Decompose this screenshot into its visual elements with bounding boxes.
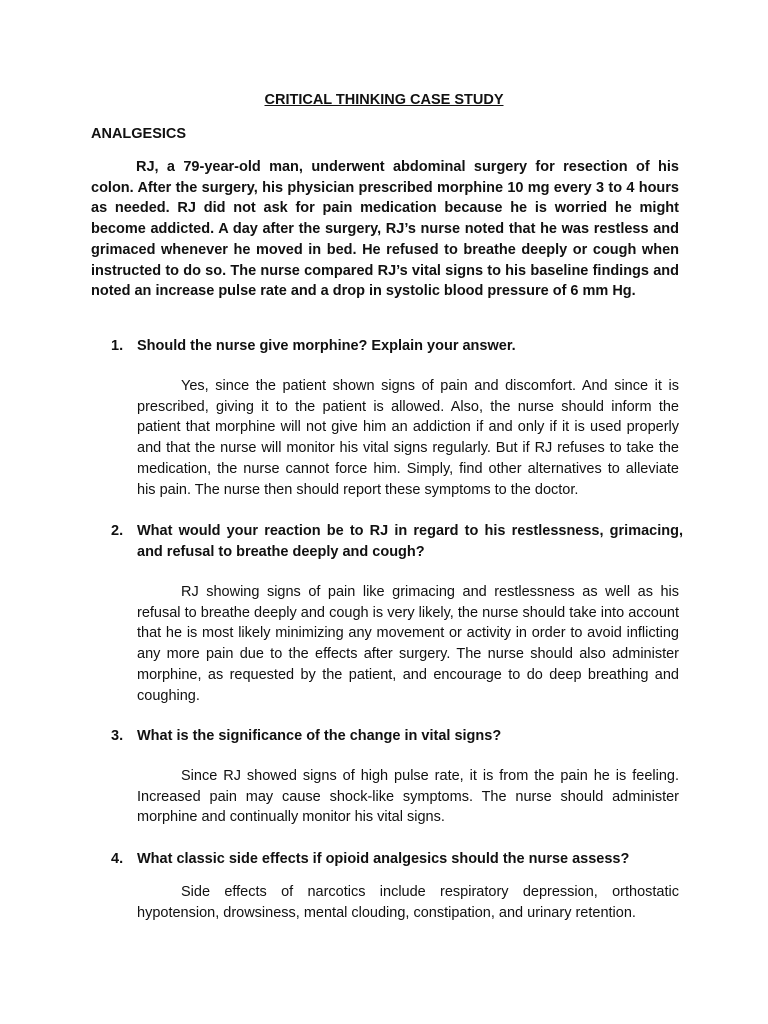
question-text: What is the significance of the change in vital signs?: [137, 728, 502, 744]
case-intro-paragraph: RJ, a 79-year-old man, underwent abdominal surgery for resection of his colon. After the surgery, his physician prescribed morphine 10 mg every 3 to 4 hours as needed. RJ did not ask for pain medication because he is worried he might become addicted. A day after the surgery, RJ’s nurse noted that he was restless and grimaced whenever he moved in bed. He refused to breathe deeply or cough when instructed to do so. The nurse compared RJ’s vital signs to his baseline findings and noted an increase pulse rate and a drop in systolic blood pressure of 6 mm Hg.: [91, 159, 679, 300]
question-text: What classic side effects if opioid analgesics should the nurse assess?: [137, 851, 630, 867]
question-2: [111, 521, 683, 562]
section-heading: ANALGESICS: [91, 126, 187, 142]
question-number: 2.: [111, 523, 124, 539]
answer-1: Yes, since the patient shown signs of pain and discomfort. And since it is prescribed, giving it to the patient is allowed. Also, the nurse should inform the patient that morphine will not give him an addiction if and only if it is used properly and that the nurse will monitor his vital signs regularly. But if RJ refuses to take the medication, the nurse cannot force him. Simply, find other alternatives to alleviate his pain. The nurse then should report these symptoms to the doctor.: [137, 378, 679, 498]
question-number: 4.: [111, 851, 124, 867]
answer-2: RJ showing signs of pain like grimacing and restlessness as well as his refusal to breathe deeply and cough is very likely, the nurse should take into account that he is most likely minimizing any movement or activity in order to avoid inflicting any more pain due to the effects after surgery. The nurse should also administer morphine, as requested by the patient, and encourage to do deep breathing and coughing.: [137, 584, 679, 704]
question-1: [111, 336, 683, 357]
question-text: What would your reaction be to RJ in regard to his restlessness, grimacing, and refusal to breathe deeply and cough?: [137, 523, 683, 560]
question-text: Should the nurse give morphine? Explain your answer.: [137, 338, 516, 354]
question-4: [111, 849, 683, 870]
question-number: 1.: [111, 338, 124, 354]
document-title: CRITICAL THINKING CASE STUDY: [264, 92, 504, 108]
question-3: [111, 726, 683, 747]
answer-3: Since RJ showed signs of high pulse rate, it is from the pain he is feeling. Increased pain may cause shock-like symptoms. The nurse should administer morphine and continually monitor his vital signs.: [137, 768, 679, 826]
question-number: 3.: [111, 728, 124, 744]
answer-4: Side effects of narcotics include respiratory depression, orthostatic hypotension, drowsiness, mental clouding, constipation, and urinary retention.: [137, 884, 679, 921]
